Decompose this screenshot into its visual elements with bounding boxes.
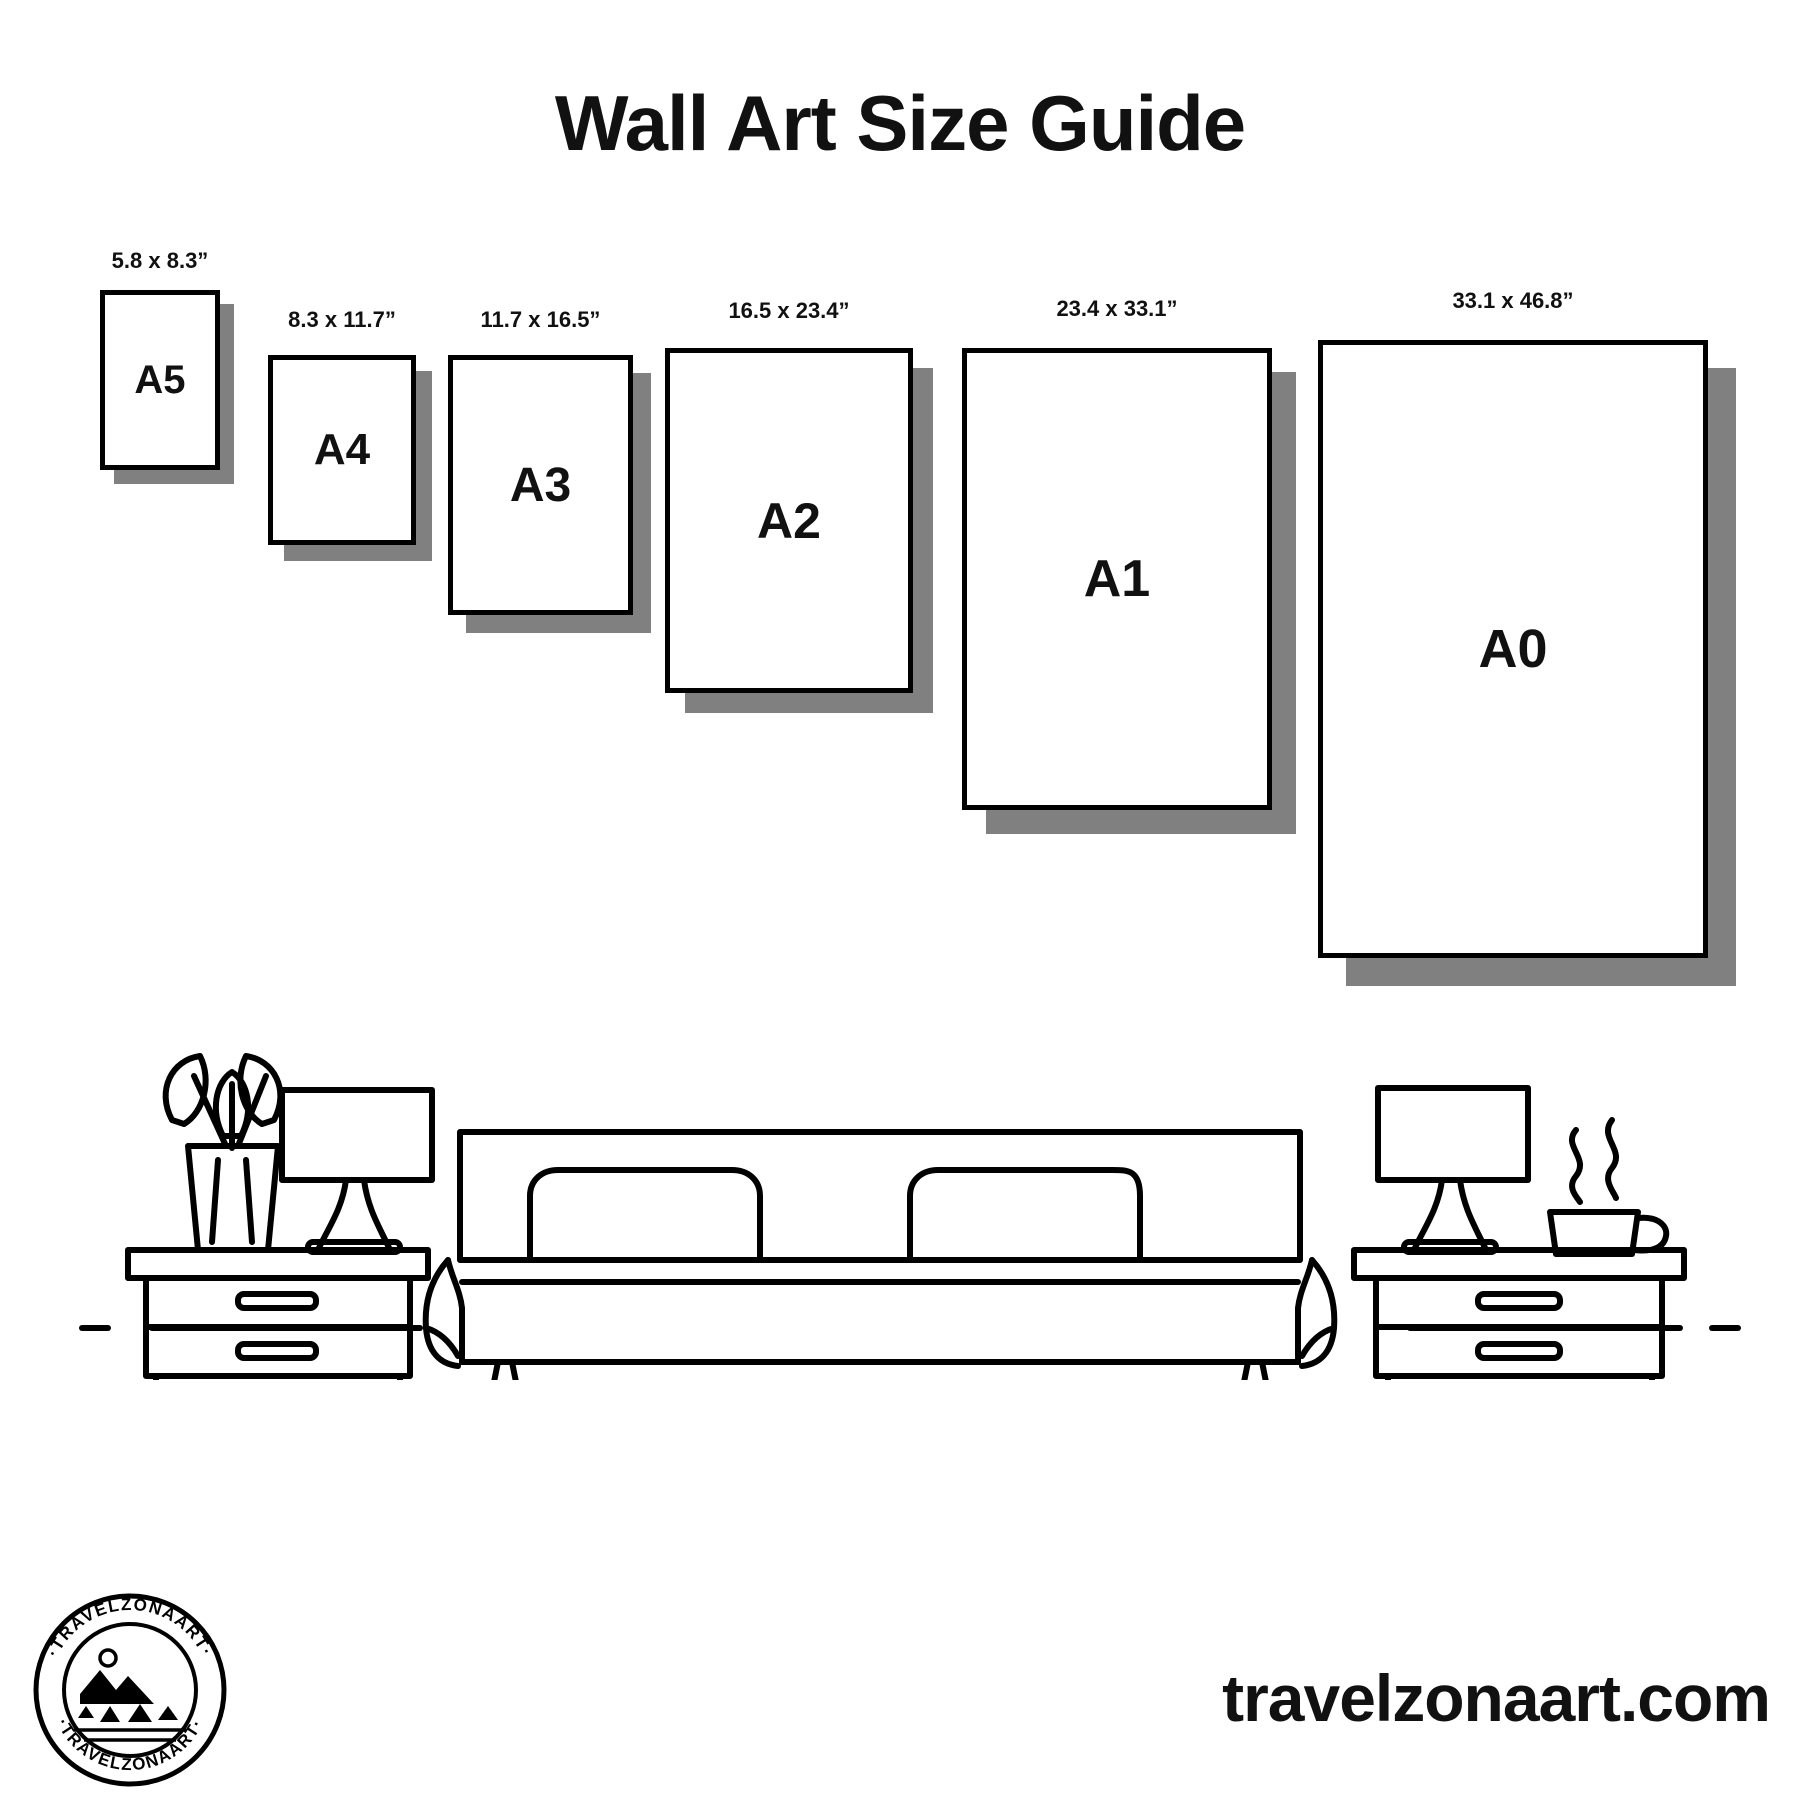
page-title: Wall Art Size Guide [554,79,1246,167]
frame-name-a4: A4 [313,425,371,474]
frame-name-a5: A5 [134,357,186,402]
frame-dimensions-a5: 5.8 x 8.3” [111,248,209,273]
frame-group-a4[interactable] [268,307,416,545]
frame-box-a1[interactable] [962,348,1272,810]
frame-name-a1: A1 [1083,550,1151,608]
right-nightstand [1354,1250,1684,1380]
frame-box-a2[interactable] [665,348,913,693]
frame-group-a0[interactable] [1318,288,1708,958]
logo-text-bottom: ·TRAVELZONAART· [52,1715,208,1775]
bed [426,1132,1335,1380]
frame-name-a0: A0 [1478,619,1548,679]
logo-scene [74,1650,186,1740]
frame-name-a3: A3 [509,458,572,512]
frame-dimensions-a3: 11.7 x 16.5” [480,307,601,332]
site-url[interactable]: travelzonaart.com [1222,1661,1770,1735]
bedroom-illustration [60,960,1760,1380]
frame-group-a5[interactable] [100,248,220,470]
coffee-cup [1550,1120,1666,1254]
bedroom-scene [60,960,1760,1380]
frame-box-a4[interactable] [268,355,416,545]
logo-badge [30,1590,230,1790]
frame-dimensions-a1: 23.4 x 33.1” [1056,296,1178,321]
frame-group-a3[interactable] [448,307,633,615]
frame-group-a2[interactable] [665,298,913,693]
left-table-lamp [282,1090,432,1252]
frame-name-a2: A2 [757,492,821,549]
plant-vase [166,1056,281,1250]
frame-box-a3[interactable] [448,355,633,615]
frame-box-a0[interactable] [1318,340,1708,958]
right-table-lamp [1378,1088,1528,1252]
left-nightstand [128,1250,428,1380]
frame-dimensions-a0: 33.1 x 46.8” [1452,288,1574,313]
logo-text-top: ·TRAVELZONAART· [43,1594,217,1660]
frame-dimensions-a4: 8.3 x 11.7” [288,307,396,332]
frame-box-a5[interactable] [100,290,220,470]
frame-dimensions-a2: 16.5 x 23.4” [728,298,850,323]
brand-logo[interactable] [30,1590,230,1790]
frame-group-a1[interactable] [962,296,1272,810]
